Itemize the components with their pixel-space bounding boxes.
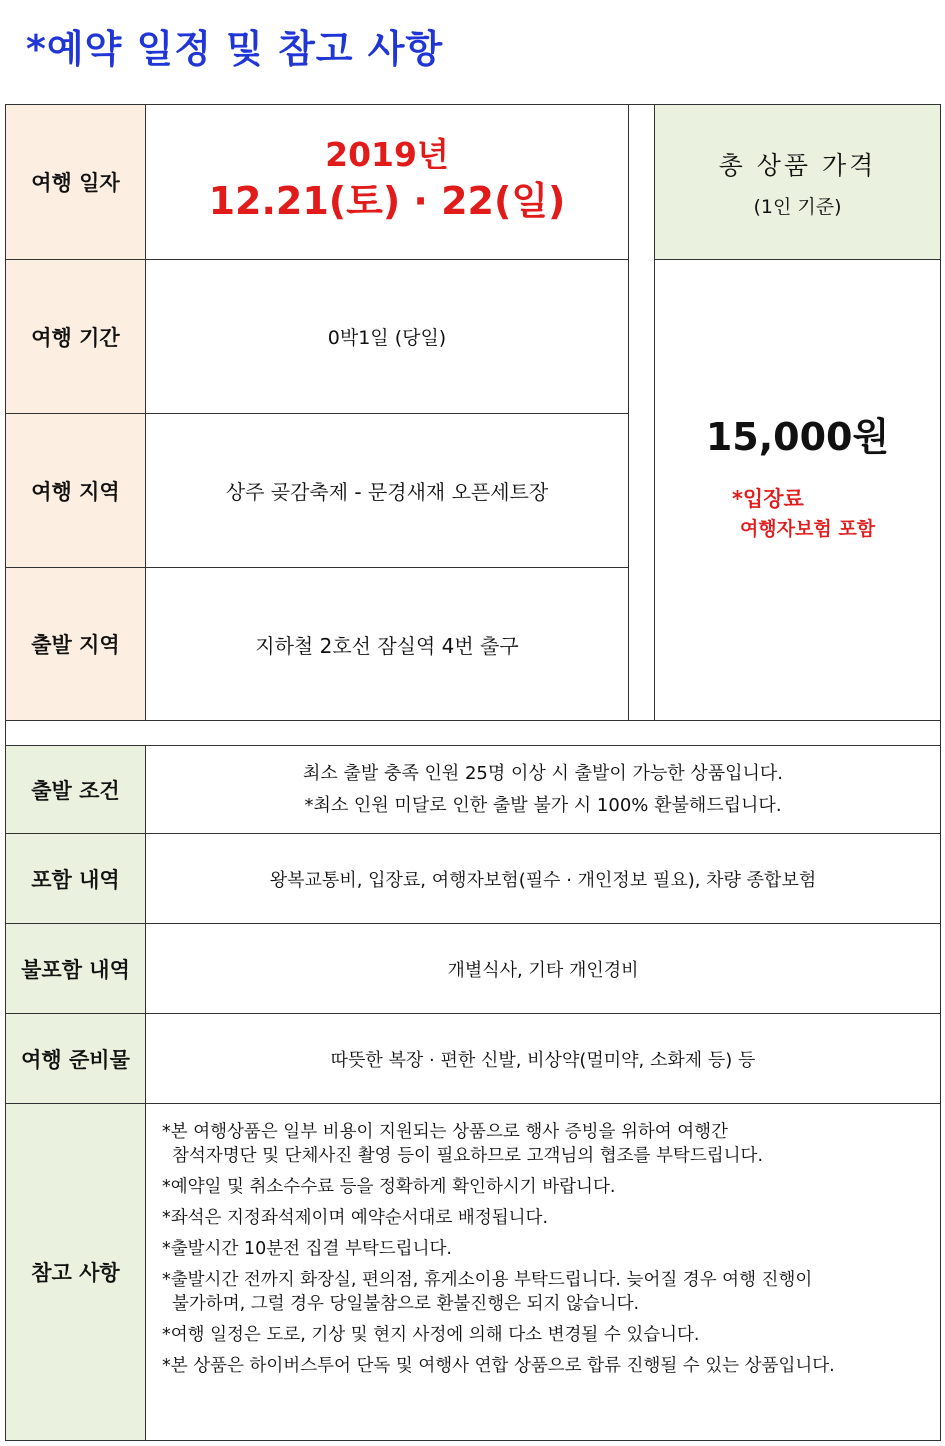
note-item [162,1354,835,1378]
note-text-continued: 참석자명단 및 단체사진 촬영 등이 필요하므로 고객님의 협조를 부탁드립니다. [172,1146,764,1166]
condition-value [145,745,941,834]
trip-date-value [145,104,629,260]
price-note-line1: *입장료 [731,486,804,511]
trip-date-year: 2019년 [325,135,449,175]
note-item [162,1206,835,1230]
excluded-label: 불포함 내역 [5,923,146,1014]
note-item [162,1268,835,1316]
price-amount: 15,000원 [705,414,890,459]
note-item [162,1237,835,1261]
trip-region-label: 여행 지역 [5,413,146,568]
separator-row [5,720,941,746]
included-value: 왕복교통비, 입장료, 여행자보험(필수 · 개인정보 필요), 차량 종합보험 [145,833,941,924]
price-note-line2: 여행자보험 포함 [739,518,876,541]
condition-label: 출발 조건 [5,745,146,834]
prep-label: 여행 준비물 [5,1013,146,1104]
note-text: *본 여행상품은 일부 비용이 지원되는 상품으로 행사 증빙을 위하여 여행간 [162,1122,728,1142]
page-title: *예약 일정 및 참고 사항 [26,27,444,71]
note-text: *출발시간 전까지 화장실, 편의점, 휴게소이용 부탁드립니다. 늦어질 경우 여행 진행이 [162,1270,813,1290]
note-text: *본 상품은 하이버스투어 단독 및 여행사 연합 상품으로 합류 진행될 수 있는 상품입니다. [162,1356,835,1376]
notes-value [145,1103,941,1441]
price-header [654,104,941,260]
notes-label: 참고 사항 [5,1103,146,1441]
note-item [162,1120,835,1168]
price-note [732,483,875,545]
note-text: *예약일 및 취소수수료 등을 정확하게 확인하시기 바랍니다. [162,1177,616,1197]
note-item [162,1323,835,1347]
included-label: 포함 내역 [5,833,146,924]
note-text: *출발시간 10분전 집결 부탁드립니다. [162,1239,452,1259]
condition-line-1: 최소 출발 충족 인원 25명 이상 시 출발이 가능한 상품입니다. [302,762,784,784]
price-title: 총 상품 가격 [718,150,877,180]
note-text: *여행 일정은 도로, 기상 및 현지 사정에 의해 다소 변경될 수 있습니다. [162,1325,700,1345]
price-body [654,259,941,721]
trip-region-value: 상주 곶감축제 - 문경새재 오픈세트장 [145,413,629,568]
notes-list [146,1104,835,1385]
note-item [162,1175,835,1199]
trip-date-label: 여행 일자 [5,104,146,260]
price-subtitle: (1인 기준) [753,195,842,218]
trip-duration-value: 0박1일 (당일) [145,259,629,414]
note-text-continued: 불가하며, 그럴 경우 당일불참으로 환불진행은 되지 않습니다. [172,1294,640,1314]
departure-value: 지하철 2호선 잠실역 4번 출구 [145,567,629,721]
trip-duration-label: 여행 기간 [5,259,146,414]
departure-label: 출발 지역 [5,567,146,721]
prep-value: 따뜻한 복장 · 편한 신발, 비상약(멀미약, 소화제 등) 등 [145,1013,941,1104]
trip-date-days: 12.21(토) · 22(일) [208,179,566,224]
spacer-column [628,104,655,721]
excluded-value: 개별식사, 기타 개인경비 [145,923,941,1014]
condition-line-2: *최소 인원 미달로 인한 출발 불가 시 100% 환불해드립니다. [304,794,782,816]
note-text: *좌석은 지정좌석제이며 예약순서대로 배정됩니다. [162,1208,549,1228]
